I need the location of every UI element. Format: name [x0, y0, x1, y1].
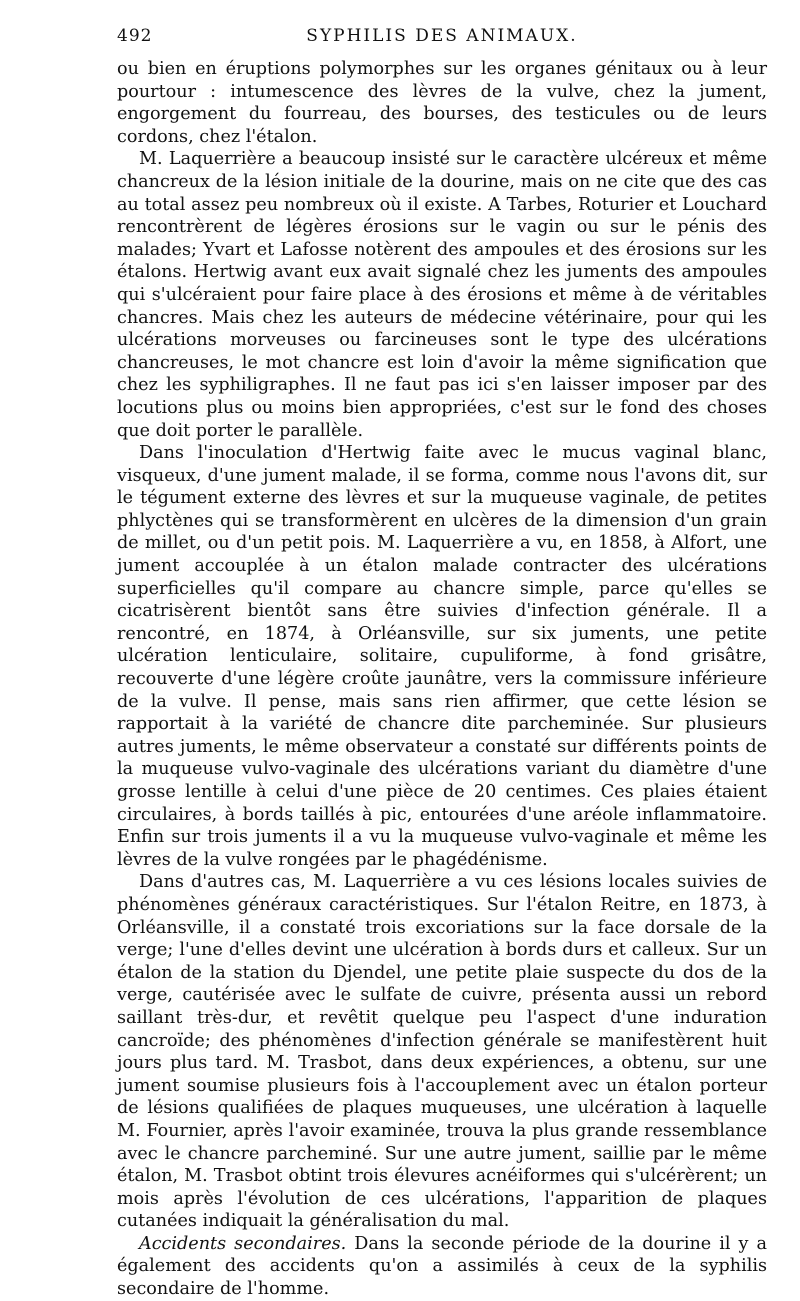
- body-text: [117, 58, 767, 1301]
- paragraph-secondary-accidents: [117, 1233, 767, 1301]
- page-header: [117, 20, 767, 52]
- paragraph-continuation: ou bien en éruptions polymorphes sur les organes génitaux ou à leur pourtour : intumescence des lèvres de la vulve, chez la jument, engorgement du fourreau, des bourses, des testicules ou de leurs cordons, chez l'étalon.: [117, 59, 767, 147]
- paragraph-secondary-text: Dans la seconde période de la dourine il y a également des accidents qu'on a assimilés à ceux de la syphilis secondaire de l'homme.: [117, 1233, 768, 1300]
- paragraph-hertwig-inoculation: Dans l'inoculation d'Hertwig faite avec le mucus vaginal blanc, visqueux, d'une jument malade, il se forma, comme nous l'avons dit, sur le tégument externe des lèvres et sur la muqueuse vaginale, de petites phlyctènes qui se transformèrent en ulcères de la dimension d'un grain de millet, ou d'un petit pois. M. Laquerrière a vu, en 1858, à Alfort, une jument accouplée à un étalon malade contracter des ulcérations superficielles qu'il compare au chancre simple, parce qu'elles se cicatrisèrent bientôt sans être suivies d'infection générale. Il a rencontré, en 1874, à Orléansville, sur six juments, une petite ulcération lenticulaire, solitaire, cupuliforme, à fond grisâtre, recouverte d'une légère croûte jaunâtre, vers la commissure inférieure de la vulve. Il pense, mais sans rien affirmer, que cette lésion se rapportait à la variété de chancre dite parcheminée. Sur plusieurs autres juments, le même observateur a constaté sur différents points de la muqueuse vulvo-vaginale des ulcérations variant du diamètre d'une grosse lentille à celui d'une pièce de 20 centimes. Ces plaies étaient circulaires, à bords taillés à pic, entourées d'une aréole inflammatoire. Enfin sur trois juments il a vu la muqueuse vulvo-vaginale et même les lèvres de la vulve rongées par le phagédénisme.: [117, 443, 767, 870]
- running-title: SYPHILIS DES ANIMAUX.: [306, 26, 578, 46]
- page-number: 492: [117, 26, 153, 46]
- paragraph-laquerriere-lesion: M. Laquerrière a beaucoup insisté sur le caractère ulcéreux et même chancreux de la lésion initiale de la dourine, mais on ne cite que des cas au total assez peu nombreux où il existe. A Tarbes, Roturier et Louchard rencontrèrent de légères érosions sur le vagin ou sur le pénis des malades; Yvart et Lafosse notèrent des ampoules et des érosions sur les étalons. Hertwig avant eux avait signalé chez les juments des ampoules qui s'ulcéraient pour faire place à des érosions et même à de véritables chancres. Mais chez les auteurs de médecine vétérinaire, pour qui les ulcérations morveuses ou farcineuses sont le type des ulcérations chancreuses, le mot chancre est loin d'avoir la même signification que chez les syphiligraphes. Il ne faut pas ici s'en laisser imposer par des locutions plus ou moins bien appropriées, c'est sur le fond des choses que doit porter le parallèle.: [117, 149, 767, 441]
- paragraph-general-phenomena: Dans d'autres cas, M. Laquerrière a vu ces lésions locales suivies de phénomènes généraux caractéristiques. Sur l'étalon Reitre, en 1873, à Orléansville, il a constaté trois excoriations sur la face dorsale de la verge; l'une d'elles devint une ulcération à bords durs et calleux. Sur un étalon de la station du Djendel, une petite plaie suspecte du dos de la verge, cautérisée avec le sulfate de cuivre, présenta aussi un rebord saillant très-dur, et revêtit quelque peu l'aspect d'une induration cancroïde; des phénomènes d'infection générale se manifestèrent huit jours plus tard. M. Trasbot, dans deux expériences, a obtenu, sur une jument soumise plusieurs fois à l'accouplement avec un étalon porteur de lésions qualifiées de plaques muqueuses, une ulcération à laquelle M. Fournier, après l'avoir examinée, trouva la plus grande ressemblance avec le chancre parcheminé. Sur une autre jument, saillie par le même étalon, M. Trasbot obtint trois élevures acnéiformes qui s'ulcérèrent; un mois après l'évolution de ces ulcérations, l'apparition de plaques cutanées indiquait la généralisation du mal.: [117, 872, 767, 1232]
- section-heading-secondary-accidents: Accidents secondaires.: [139, 1233, 347, 1254]
